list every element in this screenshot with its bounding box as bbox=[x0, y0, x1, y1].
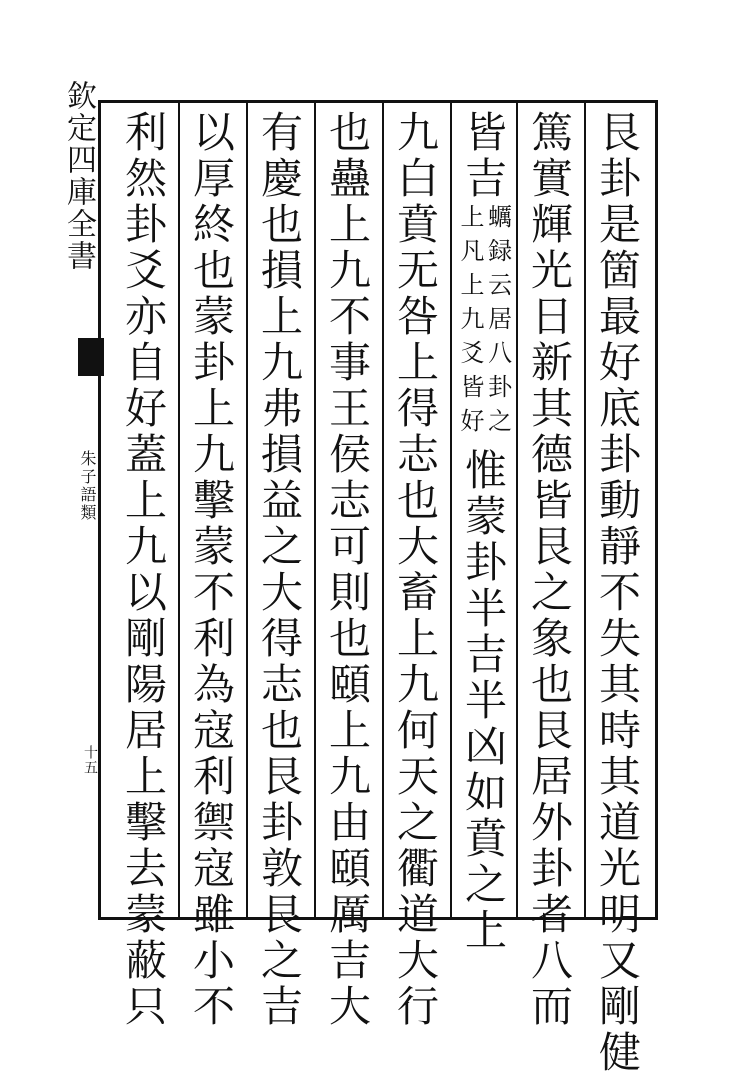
column-text: 也蠱上九不事王侯志可則也頤上九由頤厲吉大 bbox=[323, 110, 372, 1030]
text-column-4 bbox=[384, 110, 446, 1030]
book-name: 朱子語類 bbox=[78, 450, 97, 522]
text-column-2 bbox=[518, 110, 580, 1030]
page-number: 十五 bbox=[82, 745, 98, 775]
column-text: 艮卦是箇最好底卦動靜不失其時其道光明又剛健 bbox=[593, 110, 642, 1076]
book-header-title: 欽定四庫全書 bbox=[61, 80, 96, 272]
note-right: 蠣録云居八卦之 bbox=[483, 204, 512, 442]
text-column-1 bbox=[586, 110, 648, 1076]
text-column-6 bbox=[248, 110, 310, 1030]
text-column-8 bbox=[112, 110, 174, 1030]
column-text: 有慶也損上九弗損益之大得志也艮卦敦艮之吉 bbox=[255, 110, 304, 1030]
column-text: 利然卦爻亦自好蓋上九以剛陽居上擊去蒙蔽只 bbox=[119, 110, 168, 1030]
column-text: 篤實輝光日新其德皆艮之象也艮居外卦者八而 bbox=[525, 110, 574, 1030]
fishtail-mark bbox=[78, 338, 104, 376]
column-text-bottom: 惟蒙卦半吉半凶如賁之上 bbox=[459, 448, 508, 954]
note-left: 上凡上九爻皆好 bbox=[456, 204, 484, 442]
column-text: 九白賁无咎上得志也大畜上九何天之衢道大行 bbox=[391, 110, 440, 1030]
column-text: 以厚終也蒙卦上九擊蒙不利為寇利禦寇雖小不 bbox=[187, 110, 236, 1030]
text-column-5 bbox=[316, 110, 378, 1030]
text-column-3 bbox=[452, 110, 514, 954]
text-column-7 bbox=[180, 110, 242, 1030]
annotation-note bbox=[455, 204, 510, 442]
column-text-top: 皆吉 bbox=[459, 110, 508, 202]
